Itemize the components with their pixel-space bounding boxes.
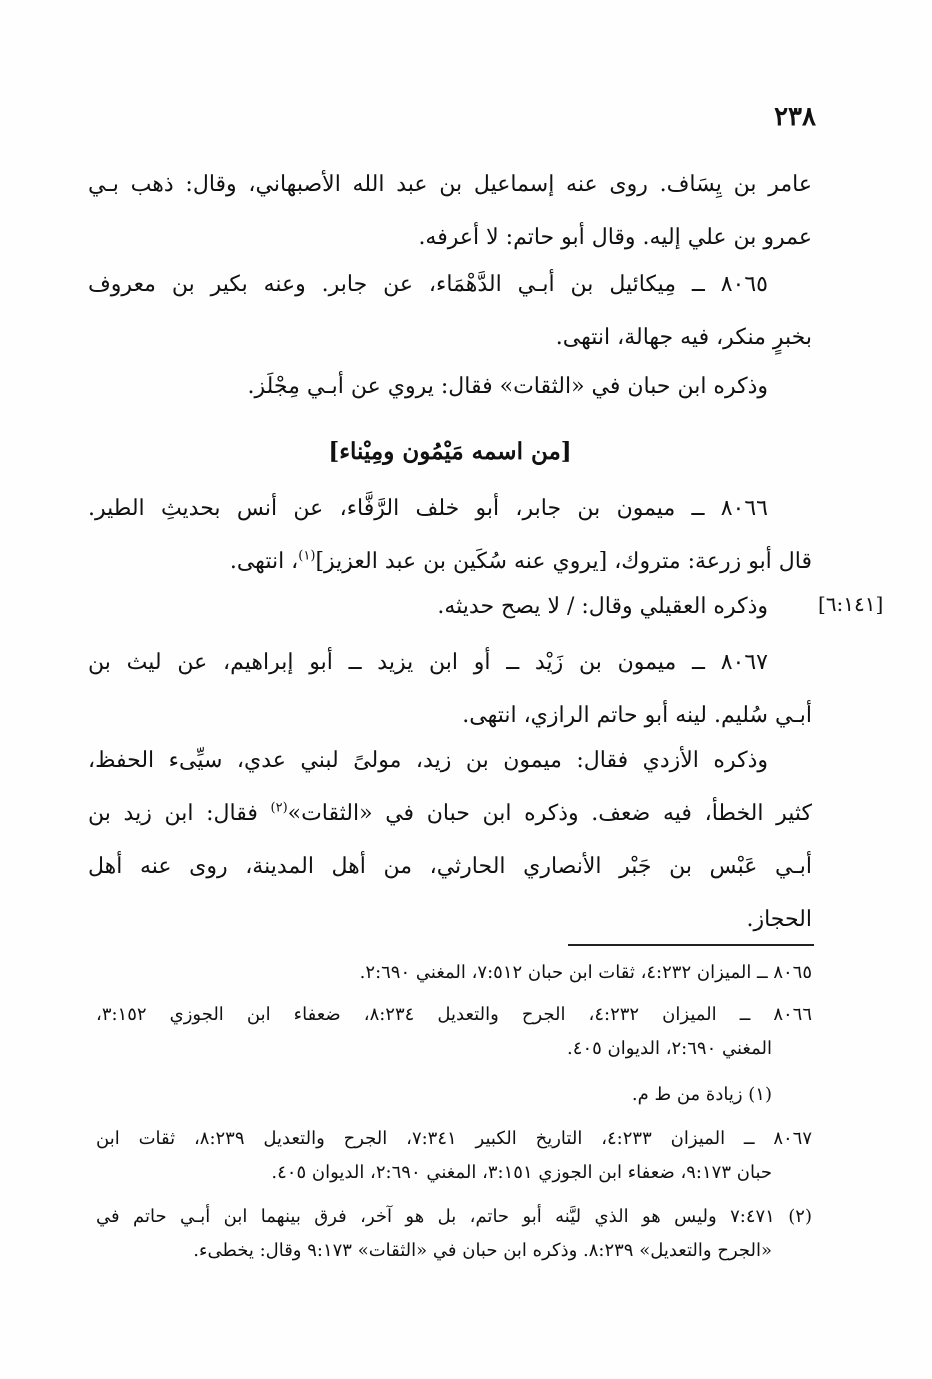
- footnote-8065: [96, 956, 812, 990]
- body-text-span: ، انتهى.: [229, 549, 299, 574]
- entry-8066: [88, 482, 812, 588]
- body-line: عمرو بن علي إليه. وقال أبو حاتم: لا أعرفه.: [418, 225, 812, 250]
- paragraph-azdi: [88, 734, 812, 946]
- body-line: وذكره ابن حبان في «الثقات» فقال: يروي عن أبـي مِجْلَز.: [247, 374, 768, 399]
- body-line: أبـي سُليم. لينه أبو حاتم الرازي، انتهى.: [462, 703, 812, 728]
- footnote-1: [96, 1078, 812, 1112]
- footnote-line: المغني ٢:٦٩٠، الديوان ٤٠٥.: [567, 1038, 772, 1059]
- body-text-span: قال أبو زرعة: متروك، [يروي عنه سُكَين بن عبد العزيز]: [315, 549, 812, 574]
- body-line: ٨٠٦٧ ــ ميمون بن زَيْد ــ أو ابن يزيد ــ أبو إبراهيم، عن ليث بن: [88, 650, 768, 675]
- footnote-8066: [96, 998, 812, 1066]
- body-line: ٨٠٦٥ ــ مِيكائيل بن أبـي الدَّهْمَاء، عن جابر. وعنه بكير بن معروف: [88, 272, 768, 297]
- body-line: [88, 787, 812, 840]
- margin-reference: [٦:١٤١]: [818, 592, 884, 616]
- body-line: ٨٠٦٦ ــ ميمون بن جابر، أبو خلف الرَّفَّاء، عن أنس بحديثِ الطير.: [88, 496, 768, 521]
- entry-8065: [88, 258, 812, 364]
- footnote-ref: (٢): [270, 800, 288, 816]
- body-text-span: فقال: ابن زيد بن: [88, 801, 271, 826]
- footnote-8067: [96, 1122, 812, 1190]
- footnote-separator: [568, 944, 814, 946]
- footnote-ref: (١): [298, 548, 316, 564]
- body-line: عامر بن يِسَاف. روى عنه إسماعيل بن عبد الله الأصبهاني، وقال: ذهب بـي: [88, 172, 812, 197]
- body-line: أبـي عَبْس بن جَبْر الأنصاري الحارثي، من أهل المدينة، روى عنه أهل: [88, 854, 812, 879]
- section-heading: [من اسمه مَيْمُون ومِيْناء]: [328, 438, 572, 465]
- footnote-2: [96, 1200, 812, 1268]
- body-line: الحجاز.: [746, 907, 812, 932]
- footnote-line: (١) زيادة من ط م.: [631, 1084, 772, 1105]
- footnote-line: «الجرح والتعديل» ٨:٢٣٩. وذكره ابن حبان في «الثقات» ٩:١٧٣ وقال: يخطىء.: [193, 1240, 772, 1261]
- entry-8067: [88, 636, 812, 742]
- body-text-span: كثير الخطأ، فيه ضعف. وذكره ابن حبان في «الثقات»: [287, 801, 813, 826]
- page-number: ٢٣٨: [774, 102, 816, 132]
- body-line: وذكره الأزدي فقال: ميمون بن زيد، مولىً لبني عدي، سيِّىء الحفظ،: [88, 748, 768, 773]
- footnote-line: (٢) ٧:٤٧١ وليس هو الذي ليَّنه أبو حاتم، بل هو آخر، فرق بينهما ابن أبـي حاتم في: [96, 1206, 812, 1227]
- footnote-line: ٨٠٦٧ ــ الميزان ٤:٢٣٣، التاريخ الكبير ٧:٣٤١، الجرح والتعديل ٨:٢٣٩، ثقات ابن: [96, 1128, 813, 1149]
- paragraph-continuation: [88, 158, 812, 264]
- paragraph-ibn-hibban-1: [88, 360, 812, 413]
- body-line: وذكره العقيلي وقال: / لا يصح حديثه.: [437, 594, 768, 619]
- footnote-line: ٨٠٦٦ ــ الميزان ٤:٢٣٢، الجرح والتعديل ٨:٢٣٤، ضعفاء ابن الجوزي ٣:١٥٢،: [96, 1004, 812, 1025]
- body-line: بخبرٍ منكر، فيه جهالة، انتهى.: [555, 325, 812, 350]
- paragraph-uqayli: [88, 580, 812, 633]
- footnote-line: ٨٠٦٥ ــ الميزان ٤:٢٣٢، ثقات ابن حبان ٧:٥١٢، المغني ٢:٦٩٠.: [359, 962, 812, 983]
- footnote-line: حبان ٩:١٧٣، ضعفاء ابن الجوزي ٣:١٥١، المغني ٢:٦٩٠، الديوان ٤٠٥.: [271, 1162, 772, 1183]
